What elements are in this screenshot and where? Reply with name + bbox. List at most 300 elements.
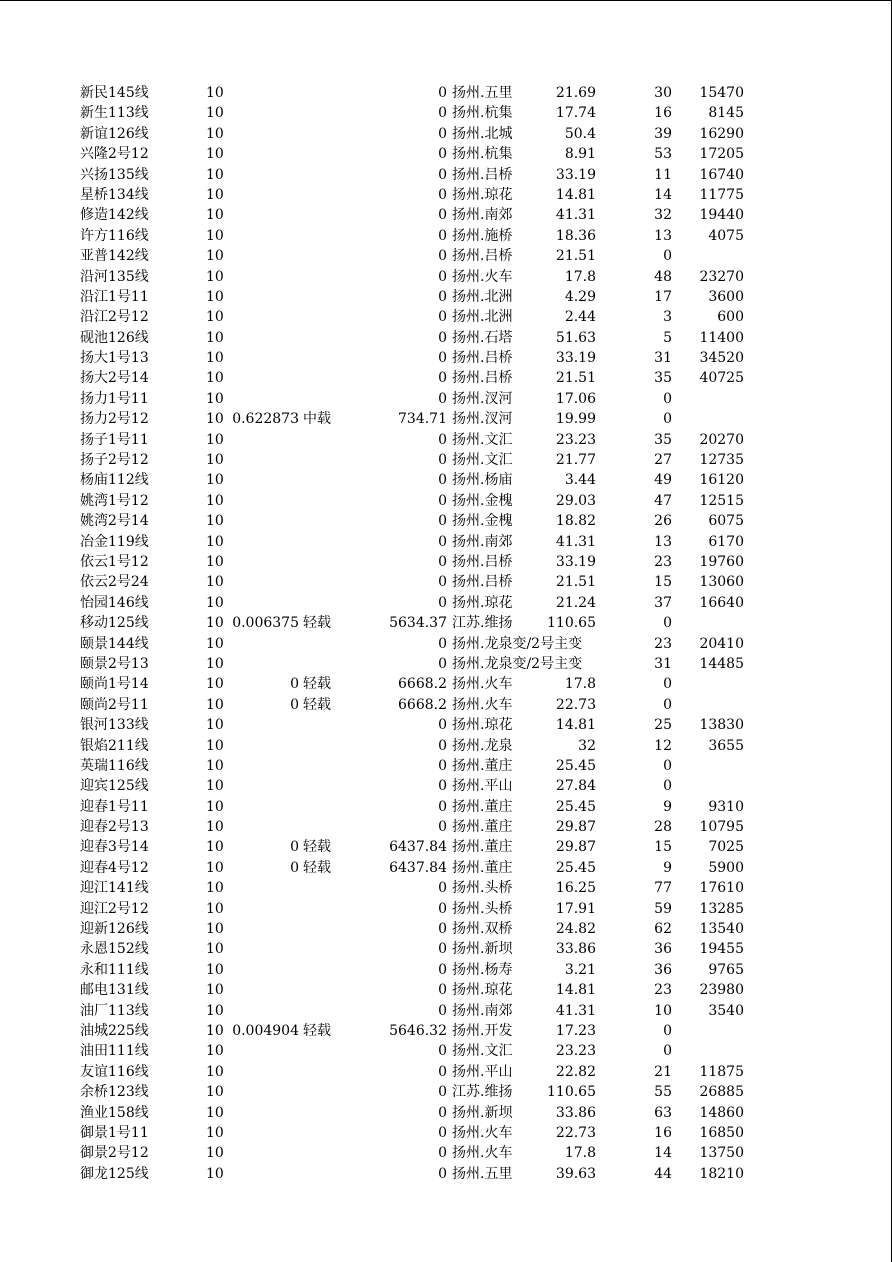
load-status-cell: 轻载: [303, 676, 331, 693]
capacity-cell: 0: [438, 452, 447, 469]
count-cell: 11: [654, 166, 672, 183]
length-cell: 17.23: [530, 1021, 596, 1041]
count-cell: 0: [663, 757, 672, 774]
count-cell: 63: [654, 1104, 672, 1121]
table-row: [0, 1001, 892, 1021]
capacity-cell: 0: [438, 85, 447, 101]
table-row: [0, 715, 892, 735]
total-capacity-cell: 13540: [699, 921, 744, 938]
length-cell: 25.45: [530, 858, 596, 878]
length-cell: 17.8: [530, 1143, 596, 1163]
length-cell: 17.06: [530, 389, 596, 409]
line-name-cell: 杨庙112线: [80, 472, 149, 489]
total-capacity-cell: 600: [717, 309, 744, 326]
total-capacity-cell: 19760: [699, 553, 744, 570]
count-cell: 14: [654, 1145, 672, 1162]
voltage-cell: 10: [206, 288, 224, 305]
table-row: [0, 226, 892, 246]
line-name-cell: 银焰211线: [80, 737, 149, 754]
line-name-cell: 新民145线: [80, 85, 149, 101]
count-cell: 17: [654, 288, 672, 305]
length-cell: 21.69: [530, 83, 596, 103]
count-cell: 35: [654, 370, 672, 387]
load-rate-cell: 0.004904: [232, 1022, 299, 1039]
line-name-cell: 迎春3号14: [80, 839, 149, 856]
total-capacity-cell: 20270: [699, 431, 744, 448]
count-cell: 21: [654, 1063, 672, 1080]
substation-cell: 扬州.文汇: [452, 1043, 513, 1060]
capacity-cell: 0: [438, 1084, 447, 1101]
total-capacity-cell: 5900: [708, 859, 744, 876]
total-capacity-cell: 16740: [699, 166, 744, 183]
length-cell: 21.51: [530, 572, 596, 592]
table-row: [0, 307, 892, 327]
total-capacity-cell: 6170: [708, 533, 744, 550]
capacity-cell: 6437.84: [389, 859, 447, 876]
length-cell: 21.51: [530, 246, 596, 266]
capacity-cell: 0: [438, 961, 447, 978]
line-name-cell: 沿江2号12: [80, 309, 149, 326]
length-cell: 17.8: [530, 674, 596, 694]
length-cell: 41.31: [530, 205, 596, 225]
line-name-cell: 御景2号12: [80, 1145, 149, 1162]
length-cell: 21.24: [530, 593, 596, 613]
table-row: [0, 348, 892, 368]
substation-cell: 扬州.火车: [452, 268, 513, 285]
voltage-cell: 10: [206, 635, 224, 652]
line-name-cell: 亚普142线: [80, 248, 149, 265]
line-name-cell: 迎春4号12: [80, 859, 149, 876]
substation-cell: 扬州.董庄: [452, 757, 513, 774]
capacity-cell: 0: [438, 492, 447, 509]
substation-cell: 江苏.维扬: [452, 615, 513, 632]
length-cell: 29.03: [530, 491, 596, 511]
length-cell: 3.44: [530, 470, 596, 490]
table-row: [0, 878, 892, 898]
length-cell: 21.51: [530, 368, 596, 388]
substation-cell: 扬州.南郊: [452, 1002, 513, 1019]
voltage-cell: 10: [206, 553, 224, 570]
count-cell: 53: [654, 146, 672, 163]
length-cell: 16.25: [530, 878, 596, 898]
count-cell: 35: [654, 431, 672, 448]
voltage-cell: 10: [206, 207, 224, 224]
substation-cell: 扬州.吕桥: [452, 350, 513, 367]
count-cell: 5: [663, 329, 672, 346]
line-name-cell: 渔业158线: [80, 1104, 149, 1121]
capacity-cell: 0: [438, 390, 447, 407]
count-cell: 47: [654, 492, 672, 509]
capacity-cell: 0: [438, 288, 447, 305]
count-cell: 10: [654, 1002, 672, 1019]
table-row: [0, 593, 892, 613]
capacity-cell: 0: [438, 982, 447, 999]
voltage-cell: 10: [206, 1002, 224, 1019]
voltage-cell: 10: [206, 574, 224, 591]
capacity-cell: 0: [438, 1063, 447, 1080]
substation-cell: 扬州.龙泉变/2号主变: [452, 655, 583, 672]
voltage-cell: 10: [206, 166, 224, 183]
table-row: [0, 1041, 892, 1061]
capacity-cell: 0: [438, 655, 447, 672]
count-cell: 0: [663, 778, 672, 795]
voltage-cell: 10: [206, 757, 224, 774]
count-cell: 12: [654, 737, 672, 754]
total-capacity-cell: 19440: [699, 207, 744, 224]
total-capacity-cell: 16120: [699, 472, 744, 489]
substation-cell: 扬州.文汇: [452, 431, 513, 448]
substation-cell: 扬州.新坝: [452, 1104, 513, 1121]
capacity-cell: 0: [438, 166, 447, 183]
voltage-cell: 10: [206, 859, 224, 876]
voltage-cell: 10: [206, 1084, 224, 1101]
voltage-cell: 10: [206, 1043, 224, 1060]
capacity-cell: 0: [438, 717, 447, 734]
length-cell: 22.73: [530, 1123, 596, 1143]
voltage-cell: 10: [206, 533, 224, 550]
capacity-cell: 0: [438, 533, 447, 550]
capacity-cell: 0: [438, 819, 447, 836]
voltage-cell: 10: [206, 350, 224, 367]
line-name-cell: 新谊126线: [80, 125, 149, 142]
line-name-cell: 扬力1号11: [80, 390, 149, 407]
table-row: [0, 165, 892, 185]
count-cell: 15: [654, 839, 672, 856]
line-name-cell: 依云2号24: [80, 574, 149, 591]
capacity-cell: 0: [438, 329, 447, 346]
total-capacity-cell: 18210: [699, 1165, 744, 1182]
total-capacity-cell: 14485: [699, 655, 744, 672]
capacity-cell: 0: [438, 941, 447, 958]
line-name-cell: 移动125线: [80, 615, 149, 632]
table-row: [0, 1123, 892, 1143]
count-cell: 16: [654, 105, 672, 122]
count-cell: 9: [663, 859, 672, 876]
voltage-cell: 10: [206, 390, 224, 407]
capacity-cell: 0: [438, 370, 447, 387]
table-row: [0, 654, 892, 674]
table-row: [0, 368, 892, 388]
length-cell: 33.19: [530, 348, 596, 368]
substation-cell: 扬州.金槐: [452, 513, 513, 530]
total-capacity-cell: 15470: [699, 85, 744, 101]
total-capacity-cell: 11400: [699, 329, 744, 346]
top-border: [0, 0, 892, 1]
count-cell: 0: [663, 696, 672, 713]
table-row: [0, 613, 892, 633]
substation-cell: 扬州.董庄: [452, 819, 513, 836]
total-capacity-cell: 12515: [699, 492, 744, 509]
voltage-cell: 10: [206, 717, 224, 734]
voltage-cell: 10: [206, 594, 224, 611]
capacity-cell: 0: [438, 309, 447, 326]
total-capacity-cell: 19455: [699, 941, 744, 958]
substation-cell: 扬州.琼花: [452, 594, 513, 611]
line-name-cell: 扬大2号14: [80, 370, 149, 387]
capacity-cell: 734.71: [398, 411, 447, 428]
substation-cell: 扬州.吕桥: [452, 553, 513, 570]
voltage-cell: 10: [206, 248, 224, 265]
voltage-cell: 10: [206, 1165, 224, 1182]
length-cell: 18.36: [530, 226, 596, 246]
line-name-cell: 扬大1号13: [80, 350, 149, 367]
count-cell: 14: [654, 186, 672, 203]
line-name-cell: 沿河135线: [80, 268, 149, 285]
line-name-cell: 许方116线: [80, 227, 149, 244]
load-status-cell: 轻载: [303, 859, 331, 876]
capacity-cell: 0: [438, 900, 447, 917]
capacity-cell: 0: [438, 1043, 447, 1060]
total-capacity-cell: 16850: [699, 1124, 744, 1141]
voltage-cell: 10: [206, 880, 224, 897]
length-cell: 14.81: [530, 715, 596, 735]
substation-cell: 扬州.龙泉: [452, 737, 513, 754]
line-name-cell: 御龙125线: [80, 1165, 149, 1182]
capacity-cell: 0: [438, 757, 447, 774]
total-capacity-cell: 23270: [699, 268, 744, 285]
feeder-table: [0, 83, 892, 1184]
length-cell: 50.4: [530, 124, 596, 144]
capacity-cell: 0: [438, 248, 447, 265]
voltage-cell: 10: [206, 227, 224, 244]
table-row: [0, 939, 892, 959]
count-cell: 3: [663, 309, 672, 326]
table-row: [0, 572, 892, 592]
length-cell: 22.73: [530, 695, 596, 715]
total-capacity-cell: 13750: [699, 1145, 744, 1162]
table-row: [0, 103, 892, 123]
length-cell: 23.23: [530, 1041, 596, 1061]
table-row: [0, 980, 892, 1000]
voltage-cell: 10: [206, 1145, 224, 1162]
line-name-cell: 油田111线: [80, 1043, 149, 1060]
substation-cell: 扬州.新坝: [452, 941, 513, 958]
substation-cell: 扬州.吕桥: [452, 248, 513, 265]
capacity-cell: 0: [438, 350, 447, 367]
line-name-cell: 迎江141线: [80, 880, 149, 897]
voltage-cell: 10: [206, 85, 224, 101]
length-cell: 32: [530, 736, 596, 756]
voltage-cell: 10: [206, 900, 224, 917]
line-name-cell: 颐景144线: [80, 635, 149, 652]
table-row: [0, 1082, 892, 1102]
table-row: [0, 776, 892, 796]
capacity-cell: 0: [438, 268, 447, 285]
total-capacity-cell: 3655: [708, 737, 744, 754]
length-cell: 51.63: [530, 328, 596, 348]
voltage-cell: 10: [206, 921, 224, 938]
line-name-cell: 星桥134线: [80, 186, 149, 203]
substation-cell: 扬州.五里: [452, 1165, 513, 1182]
count-cell: 16: [654, 1124, 672, 1141]
count-cell: 48: [654, 268, 672, 285]
count-cell: 0: [663, 248, 672, 265]
total-capacity-cell: 9765: [708, 961, 744, 978]
table-row: [0, 470, 892, 490]
table-row: [0, 328, 892, 348]
count-cell: 0: [663, 411, 672, 428]
voltage-cell: 10: [206, 309, 224, 326]
line-name-cell: 扬子1号11: [80, 431, 149, 448]
table-row: [0, 837, 892, 857]
count-cell: 26: [654, 513, 672, 530]
capacity-cell: 0: [438, 1145, 447, 1162]
substation-cell: 扬州.杭集: [452, 105, 513, 122]
total-capacity-cell: 16640: [699, 594, 744, 611]
length-cell: 23.23: [530, 430, 596, 450]
line-name-cell: 兴隆2号12: [80, 146, 149, 163]
length-cell: 41.31: [530, 1001, 596, 1021]
table-row: [0, 83, 892, 103]
length-cell: 18.82: [530, 511, 596, 531]
voltage-cell: 10: [206, 676, 224, 693]
count-cell: 13: [654, 227, 672, 244]
capacity-cell: 0: [438, 1165, 447, 1182]
voltage-cell: 10: [206, 839, 224, 856]
table-row: [0, 756, 892, 776]
substation-cell: 扬州.汊河: [452, 411, 513, 428]
table-row: [0, 389, 892, 409]
length-cell: 110.65: [530, 613, 596, 633]
count-cell: 36: [654, 961, 672, 978]
voltage-cell: 10: [206, 513, 224, 530]
load-status-cell: 轻载: [303, 615, 331, 632]
line-name-cell: 御景1号11: [80, 1124, 149, 1141]
length-cell: 22.82: [530, 1062, 596, 1082]
voltage-cell: 10: [206, 1063, 224, 1080]
total-capacity-cell: 17205: [699, 146, 744, 163]
table-row: [0, 287, 892, 307]
table-row: [0, 450, 892, 470]
table-row: [0, 430, 892, 450]
substation-cell: 江苏.维扬: [452, 1084, 513, 1101]
capacity-cell: 0: [438, 513, 447, 530]
line-name-cell: 姚湾2号14: [80, 513, 149, 530]
count-cell: 62: [654, 921, 672, 938]
length-cell: 39.63: [530, 1164, 596, 1184]
voltage-cell: 10: [206, 961, 224, 978]
count-cell: 39: [654, 125, 672, 142]
total-capacity-cell: 3540: [708, 1002, 744, 1019]
capacity-cell: 0: [438, 472, 447, 489]
line-name-cell: 颐景2号13: [80, 655, 149, 672]
count-cell: 32: [654, 207, 672, 224]
voltage-cell: 10: [206, 819, 224, 836]
count-cell: 15: [654, 574, 672, 591]
line-name-cell: 冶金119线: [80, 533, 149, 550]
count-cell: 36: [654, 941, 672, 958]
line-name-cell: 永恩152线: [80, 941, 149, 958]
voltage-cell: 10: [206, 1022, 224, 1039]
line-name-cell: 扬子2号12: [80, 452, 149, 469]
substation-cell: 扬州.开发: [452, 1022, 513, 1039]
capacity-cell: 5646.32: [389, 1022, 447, 1039]
table-row: [0, 144, 892, 164]
line-name-cell: 颐尚1号14: [80, 676, 149, 693]
line-name-cell: 扬力2号12: [80, 411, 149, 428]
voltage-cell: 10: [206, 268, 224, 285]
count-cell: 59: [654, 900, 672, 917]
count-cell: 44: [654, 1165, 672, 1182]
total-capacity-cell: 13060: [699, 574, 744, 591]
count-cell: 77: [654, 880, 672, 897]
substation-cell: 扬州.琼花: [452, 717, 513, 734]
substation-cell: 扬州.施桥: [452, 227, 513, 244]
capacity-cell: 0: [438, 227, 447, 244]
voltage-cell: 10: [206, 655, 224, 672]
substation-cell: 扬州.杨庙: [452, 472, 513, 489]
substation-cell: 扬州.火车: [452, 696, 513, 713]
voltage-cell: 10: [206, 329, 224, 346]
total-capacity-cell: 6075: [708, 513, 744, 530]
length-cell: 33.19: [530, 165, 596, 185]
voltage-cell: 10: [206, 452, 224, 469]
count-cell: 0: [663, 1043, 672, 1060]
total-capacity-cell: 4075: [708, 227, 744, 244]
length-cell: 33.19: [530, 552, 596, 572]
table-row: [0, 899, 892, 919]
voltage-cell: 10: [206, 1124, 224, 1141]
count-cell: 49: [654, 472, 672, 489]
substation-cell: 扬州.汊河: [452, 390, 513, 407]
voltage-cell: 10: [206, 125, 224, 142]
capacity-cell: 6668.2: [398, 676, 447, 693]
line-name-cell: 沿江1号11: [80, 288, 149, 305]
line-name-cell: 迎新126线: [80, 921, 149, 938]
length-cell: 110.65: [530, 1082, 596, 1102]
count-cell: 28: [654, 819, 672, 836]
count-cell: 27: [654, 452, 672, 469]
capacity-cell: 5634.37: [389, 615, 447, 632]
length-cell: 33.86: [530, 939, 596, 959]
total-capacity-cell: 11875: [699, 1063, 744, 1080]
substation-cell: 扬州.南郊: [452, 207, 513, 224]
substation-cell: 扬州.文汇: [452, 452, 513, 469]
substation-cell: 扬州.头桥: [452, 900, 513, 917]
line-name-cell: 姚湾1号12: [80, 492, 149, 509]
length-cell: 33.86: [530, 1103, 596, 1123]
table-row: [0, 267, 892, 287]
line-name-cell: 迎春1号11: [80, 798, 149, 815]
length-cell: 25.45: [530, 756, 596, 776]
substation-cell: 扬州.头桥: [452, 880, 513, 897]
length-cell: 4.29: [530, 287, 596, 307]
table-row: [0, 246, 892, 266]
table-row: [0, 1062, 892, 1082]
substation-cell: 扬州.平山: [452, 1063, 513, 1080]
voltage-cell: 10: [206, 186, 224, 203]
table-row: [0, 1143, 892, 1163]
total-capacity-cell: 23980: [699, 982, 744, 999]
table-row: [0, 1164, 892, 1184]
table-row: [0, 919, 892, 939]
line-name-cell: 修造142线: [80, 207, 149, 224]
length-cell: 14.81: [530, 980, 596, 1000]
table-row: [0, 532, 892, 552]
voltage-cell: 10: [206, 982, 224, 999]
load-status-cell: 轻载: [303, 839, 331, 856]
count-cell: 0: [663, 1022, 672, 1039]
line-name-cell: 邮电131线: [80, 982, 149, 999]
voltage-cell: 10: [206, 941, 224, 958]
capacity-cell: 0: [438, 737, 447, 754]
load-rate-cell: 0: [290, 859, 299, 876]
count-cell: 23: [654, 635, 672, 652]
voltage-cell: 10: [206, 737, 224, 754]
capacity-cell: 0: [438, 1124, 447, 1141]
total-capacity-cell: 14860: [699, 1104, 744, 1121]
table-row: [0, 409, 892, 429]
